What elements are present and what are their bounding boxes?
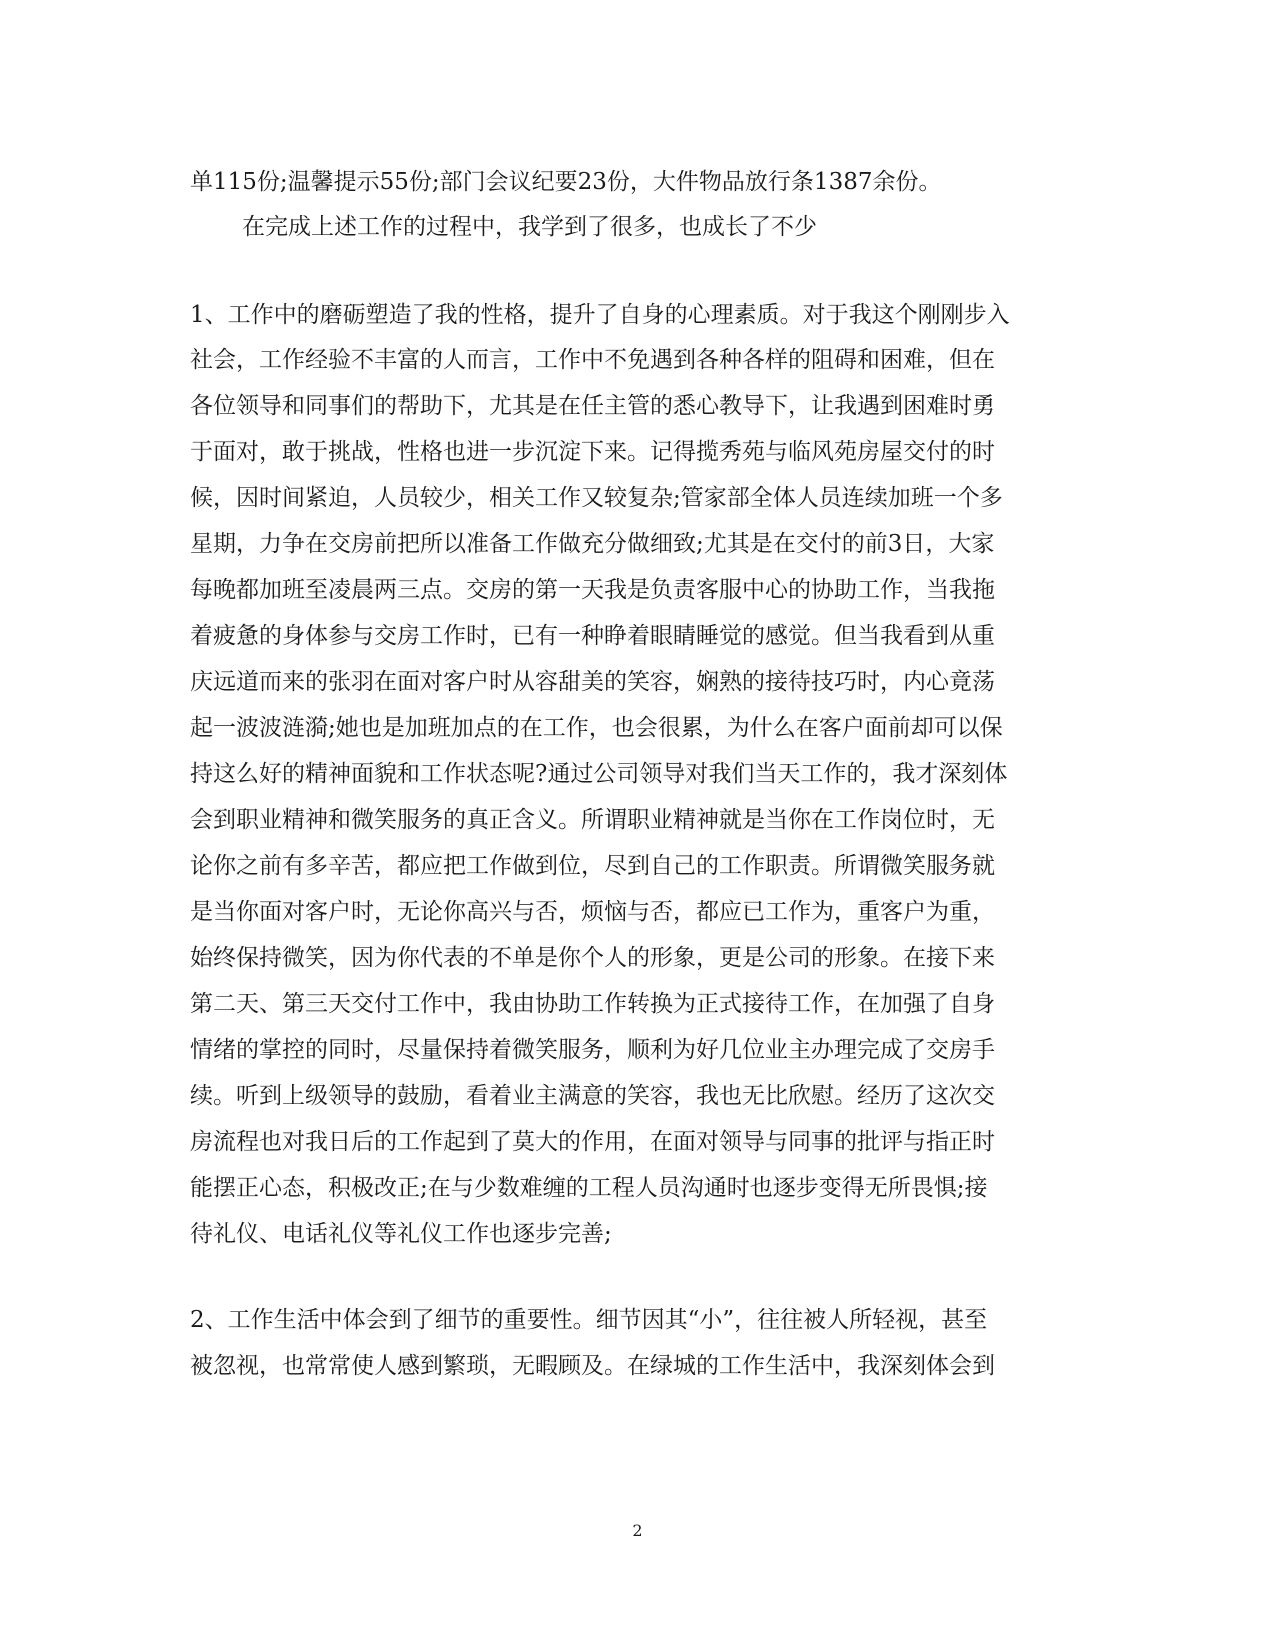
paragraph-line: 各位领导和同事们的帮助下，尤其是在任主管的悉心教导下，让我遇到困难时勇 xyxy=(190,393,995,419)
intro-line: 单115份;温馨提示55份;部门会议纪要23份，大件物品放行条1387余份。 xyxy=(190,169,942,195)
paragraph-line: 论你之前有多辛苦，都应把工作做到位，尽到自己的工作职责。所谓微笑服务就 xyxy=(190,853,995,879)
paragraph-line: 始终保持微笑，因为你代表的不单是你个人的形象，更是公司的形象。在接下来 xyxy=(190,945,995,971)
paragraph-line: 社会，工作经验不丰富的人而言，工作中不免遇到各种各样的阻碍和困难，但在 xyxy=(190,347,995,373)
paragraph-line: 续。听到上级领导的鼓励，看着业主满意的笑容，我也无比欣慰。经历了这次交 xyxy=(190,1083,995,1109)
page-number: 2 xyxy=(632,1521,643,1540)
paragraph-line: 情绪的掌控的同时，尽量保持着微笑服务，顺利为好几位业主办理完成了交房手 xyxy=(190,1037,995,1063)
paragraph-line: 持这么好的精神面貌和工作状态呢?通过公司领导对我们当天工作的，我才深刻体 xyxy=(190,761,1008,787)
intro-summary-line: 在完成上述工作的过程中，我学到了很多，也成长了不少 xyxy=(242,214,817,240)
paragraph-line: 会到职业精神和微笑服务的真正含义。所谓职业精神就是当你在工作岗位时，无 xyxy=(190,807,995,833)
paragraph-line: 起一波波涟漪;她也是加班加点的在工作，也会很累，为什么在客户面前却可以保 xyxy=(190,715,1003,741)
paragraph-line: 第二天、第三天交付工作中，我由协助工作转换为正式接待工作，在加强了自身 xyxy=(190,991,995,1017)
paragraph-line: 候，因时间紧迫，人员较少，相关工作又较复杂;管家部全体人员连续加班一个多 xyxy=(190,485,1003,511)
paragraph-line: 被忽视，也常常使人感到繁琐，无暇顾及。在绿城的工作生活中，我深刻体会到 xyxy=(190,1353,995,1379)
paragraph-line: 星期，力争在交房前把所以准备工作做充分做细致;尤其是在交付的前3日，大家 xyxy=(190,531,995,557)
paragraph-line: 房流程也对我日后的工作起到了莫大的作用，在面对领导与同事的批评与指正时 xyxy=(190,1129,995,1155)
paragraph-line: 待礼仪、电话礼仪等礼仪工作也逐步完善; xyxy=(190,1221,612,1247)
paragraph-line: 是当你面对客户时，无论你高兴与否，烦恼与否，都应已工作为，重客户为重， xyxy=(190,899,995,925)
paragraph-line: 1、工作中的磨砺塑造了我的性格，提升了自身的心理素质。对于我这个刚刚步入 xyxy=(190,302,1010,328)
paragraph-line: 每晚都加班至凌晨两三点。交房的第一天我是负责客服中心的协助工作，当我拖 xyxy=(190,577,995,603)
paragraph-line: 能摆正心态，积极改正;在与少数难缠的工程人员沟通时也逐步变得无所畏惧;接 xyxy=(190,1175,988,1201)
paragraph-line: 于面对，敢于挑战，性格也进一步沉淀下来。记得揽秀苑与临风苑房屋交付的时 xyxy=(190,439,995,465)
paragraph-line: 着疲惫的身体参与交房工作时，已有一种睁着眼睛睡觉的感觉。但当我看到从重 xyxy=(190,623,995,649)
paragraph-line: 2、工作生活中体会到了细节的重要性。细节因其“小”，往往被人所轻视，甚至 xyxy=(190,1307,988,1333)
paragraph-line: 庆远道而来的张羽在面对客户时从容甜美的笑容，娴熟的接待技巧时，内心竟荡 xyxy=(190,669,995,695)
